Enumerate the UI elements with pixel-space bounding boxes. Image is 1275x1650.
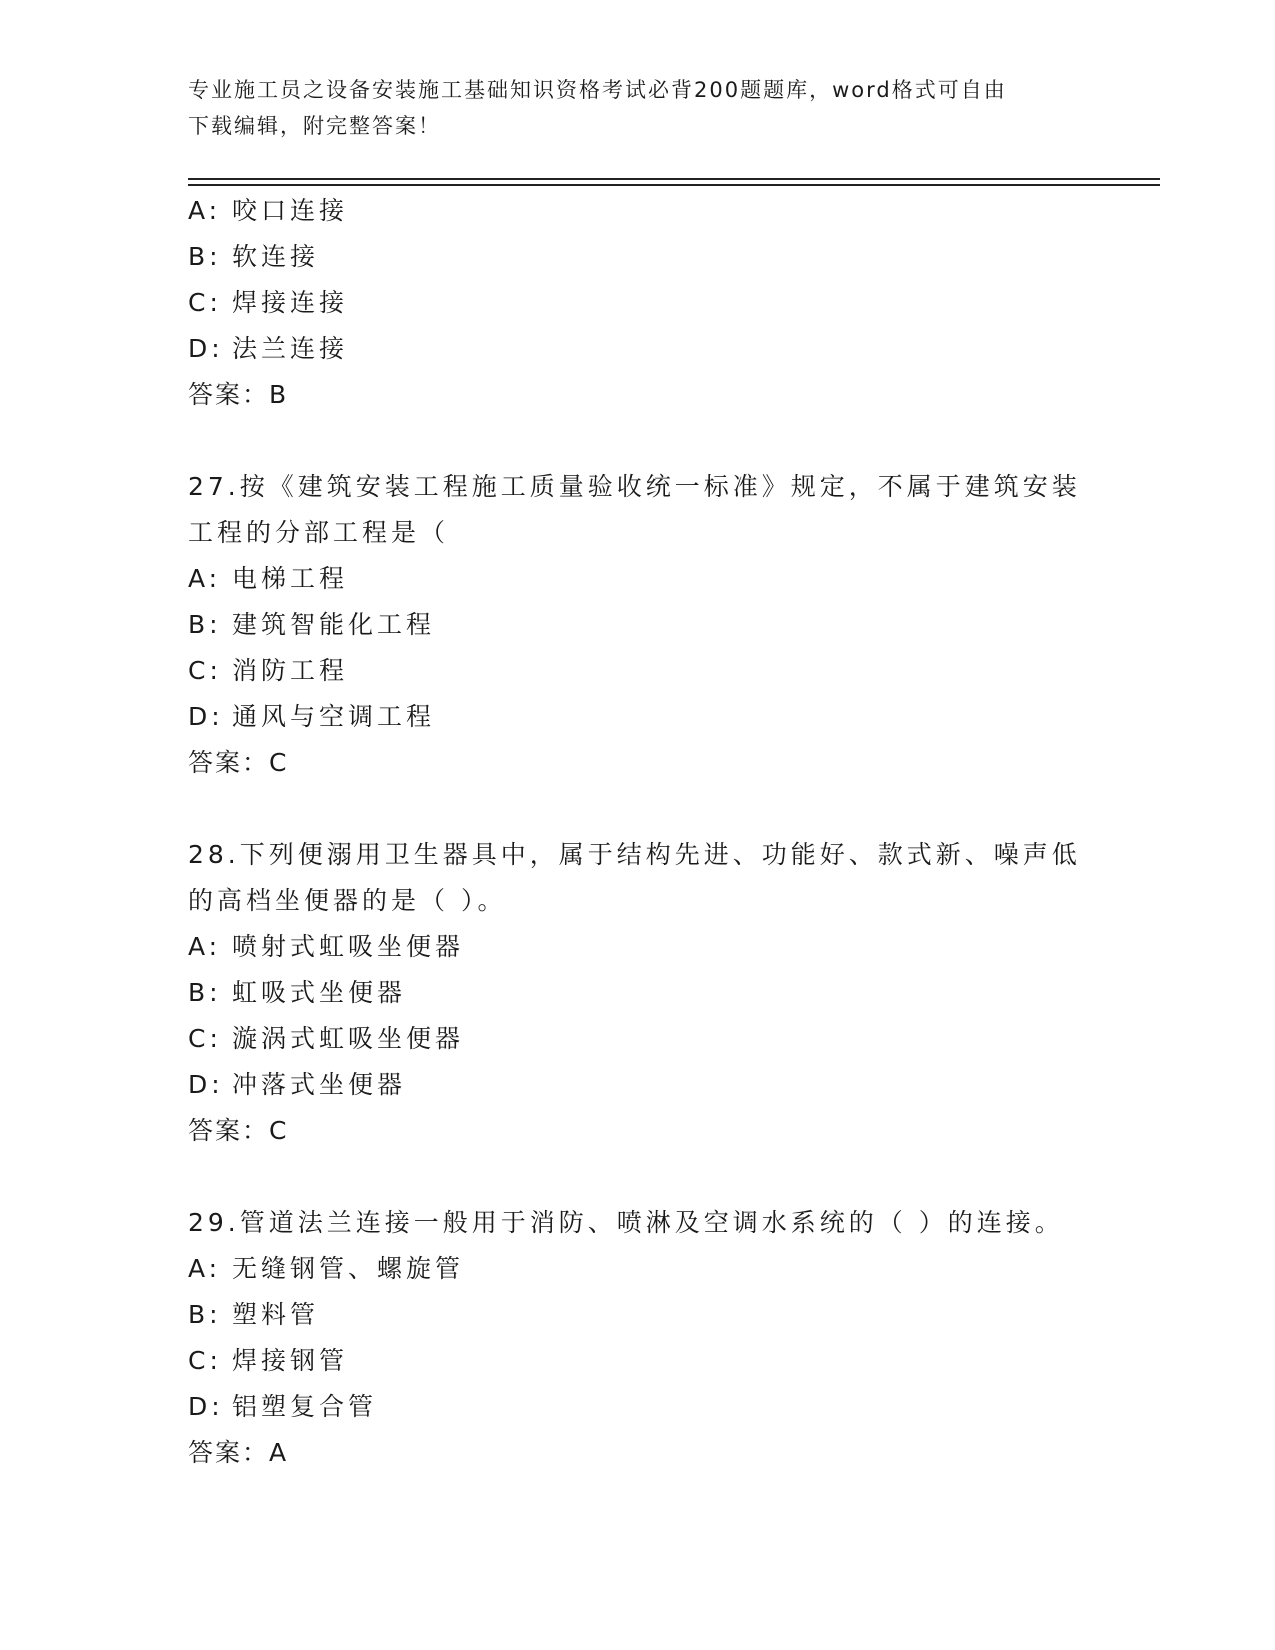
option-b: B: 虹吸式坐便器	[188, 978, 407, 1007]
option-b: B: 塑料管	[188, 1300, 320, 1329]
question-27	[188, 464, 1088, 786]
option-a: A: 电梯工程	[188, 564, 349, 593]
option-d: D: 冲落式坐便器	[188, 1070, 407, 1099]
option-d: D: 法兰连接	[188, 334, 349, 363]
header-rule-bottom	[188, 184, 1160, 186]
option-c: C: 消防工程	[188, 656, 349, 685]
document-header	[188, 72, 1088, 144]
option-c: C: 焊接钢管	[188, 1346, 349, 1375]
question-text-line-1: 27.按《建筑安装工程施工质量验收统一标准》规定，不属于建筑安装	[188, 472, 1081, 501]
answer: 答案：C	[188, 748, 289, 777]
question-text-line-1: 28.下列便溺用卫生器具中，属于结构先进、功能好、款式新、噪声低	[188, 840, 1081, 869]
option-a: A: 无缝钢管、螺旋管	[188, 1254, 465, 1283]
question-text-line-2: 的高档坐便器的是（ ）。	[188, 886, 507, 915]
option-a: A: 喷射式虹吸坐便器	[188, 932, 465, 961]
option-d: D: 通风与空调工程	[188, 702, 436, 731]
option-c: C: 漩涡式虹吸坐便器	[188, 1024, 465, 1053]
answer: 答案：B	[188, 380, 289, 409]
header-line-2: 下载编辑，附完整答案！	[188, 114, 441, 138]
question-text-line-2: 工程的分部工程是（	[188, 518, 450, 547]
question-26	[188, 188, 1088, 418]
question-28	[188, 832, 1088, 1154]
option-c: C: 焊接连接	[188, 288, 349, 317]
option-b: B: 软连接	[188, 242, 320, 271]
header-line-1: 专业施工员之设备安装施工基础知识资格考试必背200题题库，word格式可自由	[188, 78, 1007, 102]
question-list	[188, 188, 1088, 1476]
option-d: D: 铝塑复合管	[188, 1392, 378, 1421]
option-b: B: 建筑智能化工程	[188, 610, 436, 639]
option-a: A: 咬口连接	[188, 196, 349, 225]
answer: 答案：C	[188, 1116, 289, 1145]
answer: 答案：A	[188, 1438, 289, 1467]
question-text-line-1: 29.管道法兰连接一般用于消防、喷淋及空调水系统的（ ）的连接。	[188, 1208, 1064, 1237]
header-rule-top	[188, 178, 1160, 180]
question-29	[188, 1200, 1088, 1476]
